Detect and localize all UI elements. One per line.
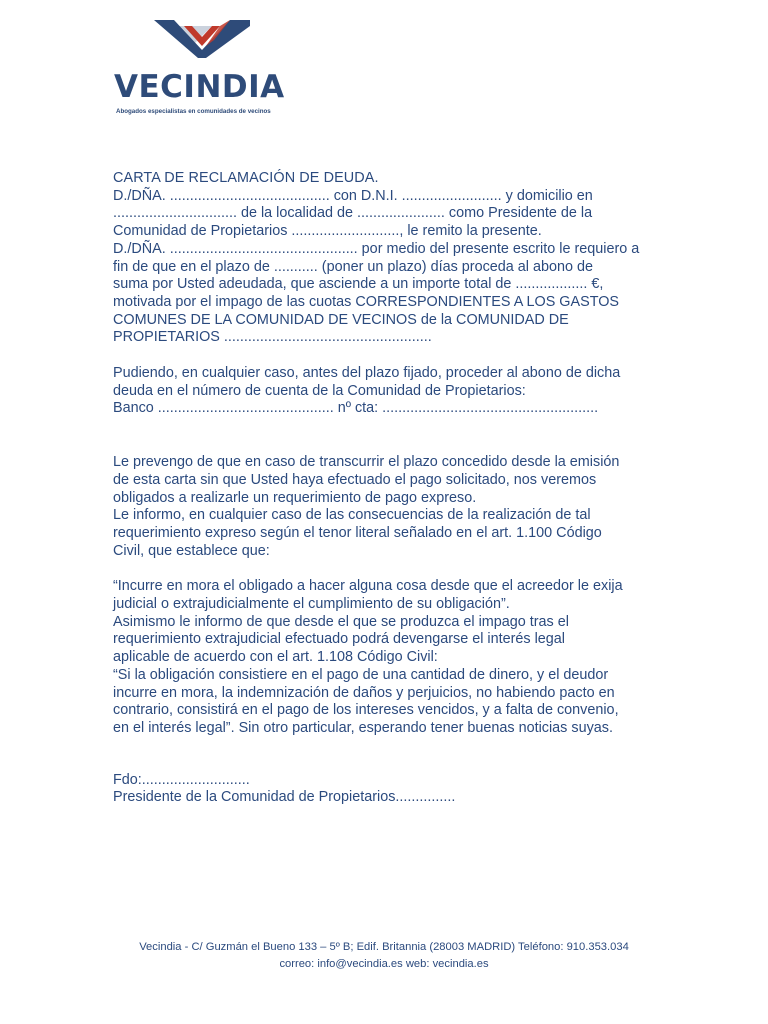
text-line: Asimismo le informo de que desde el que se produzca el impago tras el [113,613,569,630]
text-line: aplicable de acuerdo con el art. 1.108 Código Civil: [113,649,438,666]
footer-address: Vecindia - C/ Guzmán el Bueno 133 – 5º B; Edif. Britannia (28003 MADRID) Teléfono: 910.353.034 [139,941,629,953]
signature-block [113,772,673,807]
text-line: Le informo, en cualquier caso de las consecuencias de la realización de tal [113,507,591,524]
text-line: “Si la obligación consistiere en el pago de una cantidad de dinero, y el deudor [113,666,609,683]
signature-role: Presidente de la Comunidad de Propietarios............... [113,789,456,806]
text-line: COMUNES DE LA COMUNIDAD DE VECINOS de la COMUNIDAD DE [113,311,569,328]
text-line: Civil, que establece que: [113,542,270,559]
text-line: ............................... de la localidad de ...................... como Presidente de la [113,205,593,222]
text-line: contrario, consistirá en el pago de los intereses vencidos, y a falta de convenio, [113,702,619,719]
logo-tagline: Abogados especialistas en comunidades de vecinos [116,108,271,115]
text-line: “Incurre en mora el obligado a hacer alguna cosa desde que el acreedor le exija [113,578,623,595]
text-line: deuda en el número de cuenta de la Comunidad de Propietarios: [113,382,526,399]
logo-wordmark: VECINDIA [114,69,285,105]
text-line: Le prevengo de que en caso de transcurrir el plazo concedido desde la emisión [113,454,620,471]
text-line: suma por Usted adeudada, que asciende a un importe total de .................. €, [113,276,604,293]
letter-body [113,170,673,807]
text-line: Comunidad de Propietarios ..........................., le remito la presente. [113,223,542,240]
text-line: de esta carta sin que Usted haya efectuado el pago solicitado, nos veremos [113,471,597,488]
text-line: obligados a realizarle un requerimiento de pago expreso. [113,489,477,506]
text-line: Pudiendo, en cualquier caso, antes del plazo fijado, proceder al abono de dicha [113,365,621,382]
paragraph-warning [113,454,673,560]
letter-title: CARTA DE RECLAMACIÓN DE DEUDA. [113,170,379,186]
text-line: D./DÑA. ........................................ con D.N.I. ......................... y domicilio en [113,187,593,204]
vecindia-logo [114,20,304,126]
page-footer [0,939,768,973]
paragraph-debtor-request [113,188,673,347]
signature-line: Fdo:........................... [113,771,250,788]
paragraph-bank-account [113,365,673,418]
text-line: incurre en mora, la indemnización de daños y perjuicios, no habiendo pacto en [113,684,615,701]
text-line: judicial o extrajudicialmente el cumplimiento de su obligación”. [113,596,510,613]
text-line: Banco ............................................ nº cta: ...................................................... [113,400,599,417]
text-line: requerimiento extrajudicial efectuado podrá devengarse el interés legal [113,631,565,648]
text-line: fin de que en el plazo de ........... (poner un plazo) días proceda al abono de [113,258,594,275]
text-line: D./DÑA. ............................................... por medio del presente escrito le requiero a [113,240,640,257]
text-line: PROPIETARIOS .................................................... [113,329,432,346]
text-line: requerimiento expreso según el tenor literal señalado en el art. 1.100 Código [113,524,602,541]
logo-chevron-icon [154,20,250,58]
text-line: en el interés legal”. Sin otro particular, esperando tener buenas noticias suyas. [113,719,613,736]
text-line: motivada por el impago de las cuotas CORRESPONDIENTES A LOS GASTOS [113,293,620,310]
footer-contact: correo: info@vecindia.es web: vecindia.es [279,958,489,970]
paragraph-legal-citations [113,578,673,737]
